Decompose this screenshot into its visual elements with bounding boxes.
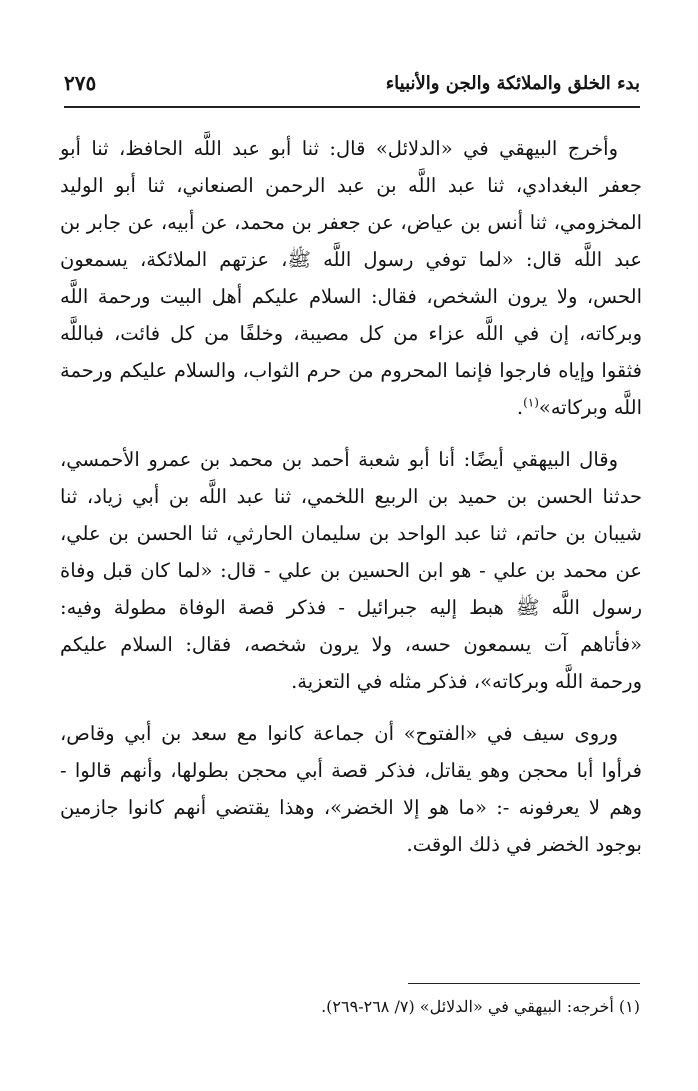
header-rule: [64, 106, 640, 108]
paragraph-2: [60, 441, 642, 700]
footnote-ref: (١): [523, 395, 539, 410]
page-header: [64, 64, 640, 102]
paragraph-1-text: وأخرج البيهقي في «الدلائل» قال: ثنا أبو عبد اللَّه الحافظ، ثنا أبو جعفر البغدادي، ثنا عبد اللَّه بن عبد الرحمن الصنعاني، ثنا أبو الوليد المخزومي، ثنا أنس بن عياض، عن جعفر بن محمد، عن أبيه، عن جابر بن عبد اللَّه قال: «لما توفي رسول اللَّه ﷺ، عزتهم الملائكة، يسمعون الحس، ولا يرون الشخص، فقال: السلام عليكم أهل البيت ورحمة اللَّه وبركاته، إن في اللَّه عزاء من كل مصيبة، وخلفًا من كل فائت، فباللَّه فثقوا وإياه فارجوا فإنما المحروم من حرم الثواب، والسلام عليكم ورحمة اللَّه وبركاته»: [60, 137, 642, 419]
paragraph-1-tail: .: [516, 396, 524, 419]
running-title: بدء الخلق والملائكة والجن والأنبياء: [385, 72, 640, 94]
page-number: ٢٧٥: [64, 71, 97, 95]
paragraph-3: [60, 715, 642, 863]
paragraph-3-text: وروى سيف في «الفتوح» أن جماعة كانوا مع سعد بن أبي وقاص، فرأوا أبا محجن وهو يقاتل، فذكر قصة أبي محجن بطولها، وأنهم قالوا - وهم لا يعرفونه -: «ما هو إلا الخضر»، وهذا يقتضي أنهم كانوا جازمين بوجود الخضر في ذلك الوقت.: [60, 722, 642, 856]
footnote: [60, 994, 640, 1020]
footnote-text: (١) أخرجه: البيهقي في «الدلائل» (٧/ ٢٦٨-٢٦٩).: [321, 997, 640, 1016]
paragraph-1: [60, 130, 642, 426]
footnote-rule: [408, 983, 640, 984]
paragraph-2-text: وقال البيهقي أيضًا: أنا أبو شعبة أحمد بن محمد بن عمرو الأحمسي، حدثنا الحسن بن حميد بن الربيع اللخمي، ثنا عبد اللَّه بن أبي زياد، ثنا شيبان بن حاتم، ثنا عبد الواحد بن سليمان الحارثي، ثنا الحسن بن علي، عن محمد بن علي - هو ابن الحسين بن علي - قال: «لما كان قبل وفاة رسول اللَّه ﷺ هبط إليه جبرائيل - فذكر قصة الوفاة مطولة وفيه: «فأتاهم آت يسمعون حسه، ولا يرون شخصه، فقال: السلام عليكم ورحمة اللَّه وبركاته»، فذكر مثله في التعزية.: [60, 448, 642, 693]
body-text: [60, 130, 642, 878]
